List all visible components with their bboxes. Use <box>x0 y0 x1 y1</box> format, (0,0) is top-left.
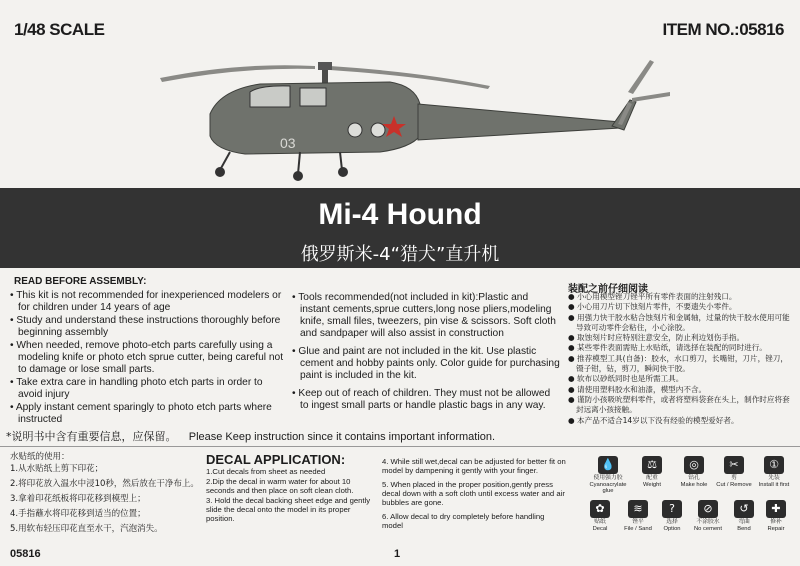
main-gear <box>298 152 300 174</box>
side-number: 03 <box>280 135 296 151</box>
cockpit-window <box>250 86 290 107</box>
repair-icon: ✚ <box>766 500 786 518</box>
note-item: • When needed, remove photo-etch parts carefully using a modeling knife or photo etch sprue cutter, being careful not to damage or lose small parts. <box>10 340 284 375</box>
porthole <box>371 123 385 137</box>
note-item: • Tools recommended(not included in kit):Plastic and instant cements,sprue cutters,long nose pliers,modeling knife, small files, tweezers, pin vise & scissors. Soft cloth and sandpaper will also assist in construction <box>292 292 556 339</box>
side-window <box>300 88 326 106</box>
chinese-notes <box>568 292 790 426</box>
decal-step: 2.Dip the decal in warm water for about 10 seconds and then place on soft clean cloth. <box>206 477 354 495</box>
legend-item: ⊘ 不涂胶水 No cement <box>693 502 723 532</box>
decal-step: 1.从水贴纸上剪下印花； <box>10 464 104 474</box>
decal-step: 4.手指蘸水将印花移到适当的位置； <box>10 509 146 519</box>
decal-steps-continued <box>382 457 566 535</box>
file-icon: ≋ <box>628 500 648 518</box>
decal-icon: ✿ <box>590 500 610 518</box>
drill-icon: ◎ <box>684 456 704 474</box>
decal-steps <box>206 467 376 524</box>
symbol-legend <box>584 456 796 546</box>
option-icon: ? <box>662 500 682 518</box>
scale-label: 1/48 SCALE <box>14 20 105 39</box>
assembly-notes-left <box>6 290 286 427</box>
legend-item: ✂ 剪 Cut / Remove <box>716 458 752 488</box>
weight-icon: ⚖ <box>642 456 662 474</box>
main-rotor-blade-left <box>160 65 315 82</box>
wheel <box>293 171 303 181</box>
cn-note-item: ● 推荐模型工具(自备)：胶水，水口剪刀，长嘴钳，刀片，锉刀，镊子钳，钻，剪刀，瞬间快干胶。 <box>568 353 788 374</box>
cn-note-item: ● 用强力快干胶水粘合蚀刻片和金属轴，过量的快干胶水使用可能导致可动零件会粘住，小心涂胶。 <box>568 312 790 332</box>
note-item: • Study and understand these instructions thoroughly before beginning assembly <box>10 315 281 338</box>
keep-instruction-note <box>6 428 495 444</box>
glue-drop-icon: 💧 <box>598 456 618 474</box>
legend-item: ① 先装 Install it first <box>758 458 790 488</box>
assembly-notes-middle <box>290 292 560 418</box>
legend-item: 💧 使用强力胶 Cyanoacrylate glue <box>589 458 627 494</box>
decal-step: 5.用软布轻压印花直至水干，汽泡消失。 <box>10 524 163 534</box>
legend-item: ✚ 修补 Repair <box>767 502 785 532</box>
footer-item-code: 05816 <box>10 548 41 560</box>
legend-item: ? 选择 Option <box>663 502 681 532</box>
decal-step: 4. While still wet,decal can be adjusted for better fit on model by dampening it gently with your finger. <box>382 457 566 475</box>
decal-step: 1.Cut decals from sheet as needed <box>206 467 326 476</box>
note-item: • Glue and paint are not included in the kit. Use plastic cement and hobby paints only. Color guide for purchasing paint is included in the kit. <box>292 346 560 381</box>
scissors-icon: ✂ <box>724 456 744 474</box>
read-before-heading: READ BEFORE ASSEMBLY: <box>14 276 147 287</box>
cn-note-item: ● 本产品不适合14岁以下没有经验的模型爱好者。 <box>568 415 739 425</box>
decal-step: 3.拿着印花纸板将印花移到模型上； <box>10 494 146 504</box>
decal-step: 6. Allow decal to dry completely before handling model <box>382 512 545 530</box>
tail-rotor-blade <box>632 92 670 102</box>
install-first-icon: ① <box>764 456 784 474</box>
item-number: ITEM NO.:05816 <box>662 20 784 39</box>
note-item: • Apply instant cement sparingly to photo etch parts where instructed <box>10 402 272 425</box>
porthole <box>348 123 362 137</box>
keep-note-english: Please Keep instruction since it contains important information. <box>188 431 496 443</box>
no-cement-icon: ⊘ <box>698 500 718 518</box>
rotor-hub <box>318 62 332 70</box>
cn-note-item: ● 取蚀刻片时应特别注意安全，防止利边划伤手指。 <box>568 333 745 343</box>
cn-note-item: ● 软布以砂纸同时也是所需工具。 <box>568 374 684 384</box>
wheel <box>338 167 348 177</box>
legend-item: ↺ 弯曲 Bend <box>720 500 768 532</box>
cn-note-item: ● 谨防小孩吸吮塑料零件，或者将塑料袋套在头上，制作时应将套封远离小孩接触。 <box>568 394 790 415</box>
keep-note-chinese: *说明书中含有重要信息，应保留。 <box>6 430 177 443</box>
tail-boom <box>418 104 620 140</box>
page-number: 1 <box>394 548 401 560</box>
note-item: • This kit is not recommended for inexperienced modelers or for children under 14 years of age <box>10 290 282 313</box>
legend-item: ⚖ 配重 Weight <box>643 458 661 488</box>
model-title-chinese: 俄罗斯米-4“猎犬”直升机 <box>300 244 500 265</box>
decal-step: 5. When placed in the proper position,gently press decal down with a soft cloth until excess water and air bubbles are gone. <box>382 480 565 507</box>
cn-note-item: ● 小心用模型锉刀锉平所有零件表面的注射残口。 <box>568 292 737 301</box>
decal-heading-chinese: 水贴纸的使用： <box>10 452 70 462</box>
note-item: • Keep out of reach of children. They must not be allowed to ingest small parts or handle plastic bags in any way. <box>292 388 551 411</box>
helicopter-illustration <box>150 52 690 182</box>
cn-note-item: ● 请使用塑料胶水和油漆，模型内不含。 <box>568 384 707 394</box>
decal-step: 3. Hold the decal backing sheet edge and gently slide the decal onto the model in its proper position. <box>206 496 371 523</box>
note-item: • Take extra care in handling photo etch parts in order to avoid injury <box>10 377 263 400</box>
rotor-mast <box>322 70 328 84</box>
cn-note-item: ● 某些零件表面需贴上水贴纸，请选择在装配的同时进行。 <box>568 343 767 353</box>
legend-item: ✿ 贴纸 Decal <box>576 500 624 532</box>
legend-item: ≋ 锉平 File / Sand <box>624 502 652 532</box>
bend-icon: ↺ <box>734 500 754 518</box>
decal-steps-chinese <box>10 462 200 537</box>
tail-rotor-blade <box>628 60 654 94</box>
wheel <box>215 167 225 177</box>
model-title: Mi-4 Hound <box>318 198 482 231</box>
legend-item: ◎ 钻孔 Make hole <box>680 458 708 488</box>
cn-note-item: ● 小心用刀片切下蚀刻片零件，不要遗失小零件。 <box>568 302 737 312</box>
decal-step: 2.将印花放入温水中浸10秒，然后放在干净布上。 <box>10 479 199 489</box>
chinese-notes-heading: 装配之前仔细阅读 <box>568 284 648 295</box>
decal-heading: DECAL APPLICATION: <box>206 452 346 467</box>
